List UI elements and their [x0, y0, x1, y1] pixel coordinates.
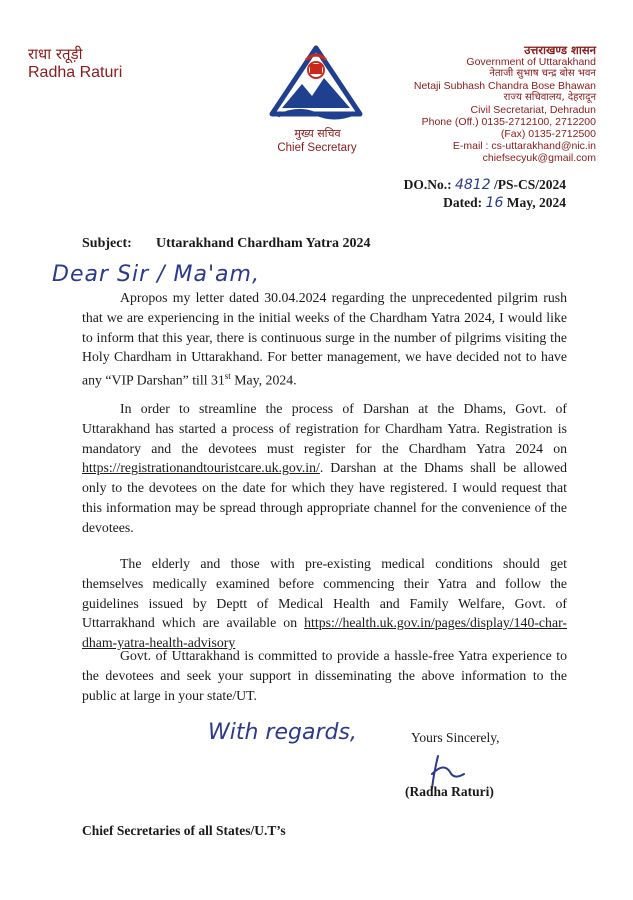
paragraph-1: Apropos my letter dated 30.04.2024 regarding the unprecedented pilgrim rush that we are experiencing in the initial weeks of the Chardham Yatra 2024, I would like to inform that this year, there is continuous surge in the number of pilgrims visiting the Holy Chardham in Uttarakhand. For better management, we have decided not to have any “VIP Darshan” till 31st May, 2024.: [82, 290, 567, 388]
yours-sincerely: Yours Sincerely,: [411, 730, 500, 745]
paragraph-2: In order to streamline the process of Darshan at the Dhams, Govt. of Uttarakhand has started a process of registration for Chardham Yatra. Registration is mandatory and the devotees must register for the Chardham Yatra 2024 on https://registrationandtouristcare.uk.gov.in/. Darshan at the Dhams shall be allowed only to the devotees on the date for which they have registered. I would request that this information may be spread through appropriate channel for the convenience of the devotees.: [82, 401, 567, 535]
subject-text: Uttarakhand Chardham Yatra 2024: [156, 236, 371, 251]
do-number-line: [404, 176, 566, 194]
secretariat-hindi: राज्य सचिवालय, देहरादून: [503, 92, 596, 103]
office-title-hindi: मुख्य सचिव: [294, 127, 341, 140]
paragraph-3: The elderly and those with pre-existing medical conditions should get themselves medically examined before commencing their Yatra and follow the guidelines issued by Deptt of Medical Health and Family Welfare, Govt. of Uttarrakhand which are available on https://health.uk.gov.in/pages/display/140-char-dham-yatra-health-advisory: [82, 556, 567, 651]
email-secondary: chiefsecyuk@gmail.com: [482, 152, 596, 164]
secretariat-name: Civil Secretariat, Dehradun: [470, 104, 596, 116]
reference-block: [404, 176, 566, 212]
date-label: Dated:: [443, 195, 483, 210]
date-day: 16: [485, 195, 504, 211]
email-primary: E-mail : cs-uttarakhand@nic.in: [452, 140, 596, 152]
handwritten-regards: With regards,: [208, 720, 357, 745]
do-number: 4812: [454, 177, 491, 193]
bhawan-hindi: नेताजी सुभाष चन्द्र बोस भवन: [489, 68, 596, 79]
subject-line: [82, 236, 371, 252]
salutation: Dear Sir / Ma'am,: [52, 262, 260, 287]
office-title: Chief Secretary: [277, 142, 357, 154]
health-advisory-link[interactable]: https://health.uk.gov.in/pages/display/140-char-dham-yatra-health-advisory: [82, 615, 567, 651]
sender-name: Radha Raturi: [28, 64, 123, 81]
signatory-name: (Radha Raturi): [405, 784, 494, 799]
paragraph-4: Govt. of Uttarakhand is committed to provide a hassle-free Yatra experience to the devotees and seek your support in disseminating the above information to the public at large in your state/UT.: [82, 648, 567, 703]
do-suffix: /PS-CS/2024: [493, 177, 566, 192]
bhawan-name: Netaji Subhash Chandra Bose Bhawan: [413, 80, 596, 92]
letterhead-address: [414, 44, 596, 164]
date-line: [404, 194, 566, 212]
do-label: DO.No.:: [403, 177, 452, 192]
fax-number: (Fax) 0135-2712500: [500, 128, 596, 140]
state-hindi: उत्तराखण्ड शासन: [524, 43, 596, 57]
subject-label: Subject:: [82, 236, 132, 251]
date-rest: May, 2024: [506, 195, 566, 210]
registration-link[interactable]: https://registrationandtouristcare.uk.gov.in/: [82, 460, 320, 476]
phone-number: Phone (Off.) 0135-2712100, 2712200: [421, 116, 596, 128]
uttarakhand-emblem-icon: [268, 44, 364, 124]
government-name: Government of Uttarakhand: [466, 56, 596, 68]
recipient-line: Chief Secretaries of all States/U.T’s: [82, 823, 286, 838]
sender-name-hindi: राधा रतूड़ी: [28, 45, 83, 63]
